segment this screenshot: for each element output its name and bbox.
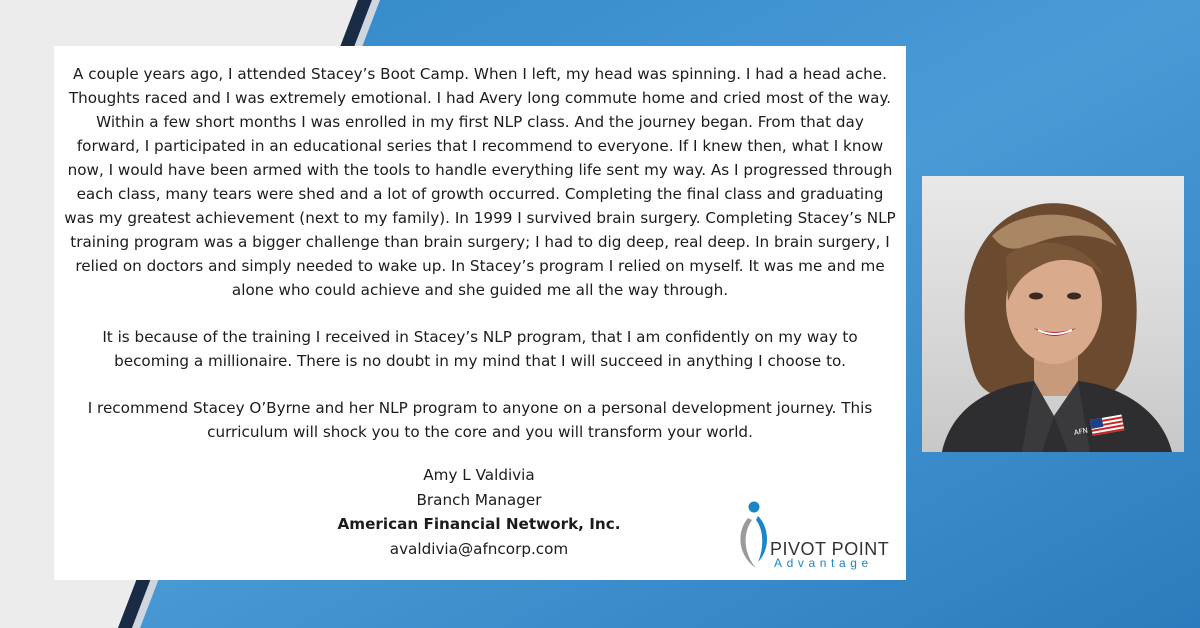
testimonial-card — [54, 46, 906, 580]
author-title: Branch Manager — [416, 490, 542, 509]
testimonial-paragraph-1: A couple years ago, I attended Stacey’s Boot Camp. When I left, my head was spinning. I had a head ache. Thoughts raced and I was extremely emotional. I had Avery long commute home and cried most of the way. Within a few short months I was enrolled in my first NLP class. And the journey began. From that day forward, I participated in an educational series that I recommend to everyone. If I knew then, what I know now, I would have been armed with the tools to handle everything life sent my way. As I progressed through each class, many tears were shed and a lot of growth occurred. Completing the final class and graduating was my greatest achievement (next to my family). In 1999 I survived brain surgery. Completing Stacey’s NLP training program was a bigger challenge than brain surgery; I had to dig deep, real deep. In brain surgery, I relied on doctors and simply needed to wake up. In Stacey’s program I relied on myself. It was me and me alone who could achieve and she guided me all the way through. — [64, 65, 896, 299]
testimonial-text — [64, 62, 896, 467]
logo-title: PIVOT POINT — [770, 539, 890, 559]
testimonial-paragraph-2: It is because of the training I received in Stacey’s NLP program, that I am confidently on my way to becoming a millionaire. There is no doubt in my mind that I will succeed in anything I choose to. — [102, 328, 858, 370]
author-company: American Financial Network, Inc. — [337, 515, 621, 533]
testimonial-paragraph-3: I recommend Stacey O’Byrne and her NLP program to anyone on a personal development journey. This curriculum will shock you to the core and you will transform your world. — [87, 399, 873, 441]
author-name: Amy L Valdivia — [423, 466, 535, 484]
signature-block — [244, 463, 714, 561]
photo-badge-text: AFN — [1073, 426, 1089, 437]
logo-subtitle: Advantage — [774, 556, 873, 570]
pivot-point-logo-mark-icon — [734, 498, 774, 574]
pivot-point-logo — [734, 498, 904, 574]
portrait-photo — [922, 176, 1184, 452]
author-email: avaldivia@afncorp.com — [389, 539, 569, 558]
